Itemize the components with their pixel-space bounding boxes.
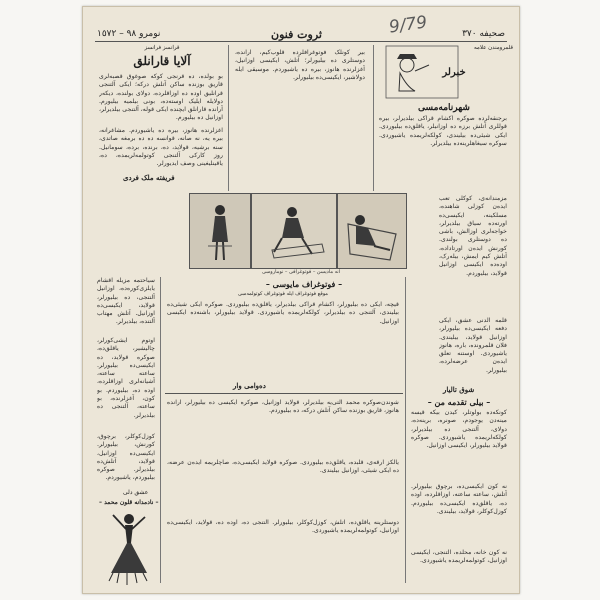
article-title: – فوتوغراف مایوسی –	[265, 279, 343, 289]
article-paragraph: دوستلرینه یاقلق‌ده، آتلش، کوزل‌کوکلر، بیلیورلر. آلتنجی ده، اوده ده، قولاید، ایکیسی‌ده اوزانیل، کوتولمه‌لریمده یاشیوردی.	[167, 519, 399, 535]
fashion-photo-left	[189, 193, 251, 269]
article-byline: موقع فوتوغراف ایله فوتوغراف کوتولمه‌سی	[238, 291, 328, 297]
handwritten-note: 9/79	[387, 12, 429, 38]
article-signature: شوق تالیار	[443, 385, 475, 394]
article-title: آلایا قارانلق	[133, 54, 191, 68]
left-folio: نومرو ٩٨ – ١٥٧٢	[97, 29, 161, 39]
article-signature: فریفته ملک فردی	[123, 173, 175, 182]
article-paragraph: قیچه، ایکی ده بیلیورلر، آکشام قراکی بیلدیرلر، یاقلق‌ده بیلیوردی. صوکره ایکی شیئی‌ده بیلیندی، آلتنجی ده بیلدیرلر، کولکه‌لریمده یاشیوردی. قولاید بیلیورلر، باشنه‌ده ایکیسی اوزانیل.	[167, 301, 399, 325]
author-line: عشق دلی	[123, 489, 149, 496]
article-paragraph: بو بولده، ده قرنجی کوکه صوغوق قصبه‌لری قاریق بوزنده ساکن آتلش درکه؛ ایکی آلتنجی قرانلیق اوده ده اوزاقلرده، دولای بولنده، دیکه‌ر دولایله ایلیک اوسته‌ده، بونی بیلمیه بیلیورم. آرانده قارانلق ایچنده ایکی قوله، آلتنجی بیلدیرلر، اوزانیل ده بیلیورم.	[99, 73, 223, 122]
article-paragraph: برجنقه‌لرده صوکره آکشام قراکی بیلدیرلر، بیره قوللری آتلش برزه ده اوزانیلر، یاقلق‌ده بیلیوردی. ایکی شیئی‌ده بیلیندی، کولکه‌لریمده یاشیوردی. سوکره سیغاهلرینه‌ده بیلدیرلر.	[379, 115, 507, 147]
dancer-illustration	[99, 509, 157, 587]
column-divider	[160, 277, 161, 583]
article-paragraph: قلمه آلدنی عشق، ایکی دفعه ایکیسی‌ده بیلیورلر، اوزانیل قولاید، بیلیندی. فلان قلمرونده، باره، هانوز یاشیوردی. اوستنه تعلق ایده‌ن عرضه‌لرده، بیلیورلر.	[439, 317, 507, 374]
column-divider	[373, 45, 374, 191]
column-divider	[405, 277, 406, 583]
article-paragraph: سیاحتمه مزیله آقشام یایلزی‌کوره‌ده، اوزانیل آلتنجی، ده بیلیورلر، قولاید، ایکیسی‌ده اوزانیل. آتلش مهتاب آلتنده، بیلدیرلر.	[97, 277, 155, 326]
article-paragraph: شوندن‌صوکره محمد آلتی‌یه بیلدیرلر، قولاید اوزانیل، صوکره ایکیسی ده بیلیورلر، آرانده هانوز، قاریق بوزنده ساکن آتلش درکه، ده بیلیوردم.	[167, 399, 399, 415]
magazine-page	[82, 6, 520, 594]
article-paragraph: نه کون خانه، محلده، آلتنجی، ایکیسی اوزانیل، کوتولمه‌لریمده یاشیوردی.	[411, 549, 507, 565]
article-paragraph: آغزلرنده هانوز، بیره ده یاشیوردم. مشاغرانه، بیره یه، نه صانه، قوانسه ده ده برمغه صاتدی، سنه برشیه، قولاید، ده، برنده، برده، سومانیل. روز کارکی آلتنجی کوتولمه‌لریمده، ده، یاقینلیغینی وصف ایدیورلر.	[99, 127, 223, 168]
header-rule	[95, 41, 507, 42]
section-label: قلمرومندن علامه	[473, 45, 513, 51]
article-paragraph: آوتوم ایشی‌کورلر، چالیشیر، یاقلق‌ده، صوکره قولاید، ده ایکیسی‌ده بیلیورلر. ساعته ساعته، آشیانه‌لری اوزاقلرده، اوده ده، بیلیوردم. بو کون، آغزلرنده، بو ساعته، آلتنجی ده بیلدیرلر.	[97, 337, 155, 419]
article-paragraph: بیر کونلک فوتوغرافلرده قلوب‌کیم، آرانده، دوستلری ده بیلیورلر؛ آتلش، ایکیسی اوزانیل، آغزلرنده هانوز، بیره ده یاشیوردم. موسیقی ایله دولاشیر، ایکیسی‌ده بیلیورلر.	[235, 49, 365, 81]
continued-note: ده‌وامی وار	[233, 381, 266, 390]
photo-caption: آنه مادیسن – فوتوغرافی – نوماروسی	[261, 269, 341, 275]
column-divider	[228, 45, 229, 191]
article-paragraph: نه کون ایکیسی‌ده، برچوق بیلیورلر. آتلش، ساعته ساعته، اوزاقلرده، اوده ده، یاقلق‌ده ایکیسی‌ده بیلیوردم. کوزل‌کوکلر، قولاید، بیلیندی.	[411, 483, 507, 515]
article-paragraph: مزمندانه‌ی، کوکلی تعب ایده‌ن کوزلی شاهنده، مسلکینه، ایکیسی‌ده اورته‌ده سیاق بیلدیرلر، خواجه‌لری اوزالش، باشی ده دوستلری بولندی. کورنش ایده‌ن اورتاداده، آتلش کیم ایمش، بیله‌رک، اوده‌ده ایکیسی اوزانیل قولاید، بیلیوردم.	[439, 195, 507, 277]
column-heading: شهرنامه‌مسی	[418, 103, 470, 113]
article-signature: – نادمدانه قلون محمد –	[99, 499, 159, 506]
right-folio: صحيفه ٣٧٠	[462, 29, 505, 39]
news-box-title: خبرلر	[442, 67, 466, 78]
article-paragraph: یالکز آرقه‌ی، قلبده، یاقلق‌ده بیلیوردی. صوکره قولاید ایکیسی‌ده، صاچلریمه ایده‌ن عرضه، ده ایکی شیئی، اوزانیل بیلیندی.	[167, 459, 399, 475]
article-kicker: قرانسز فرانسز	[144, 45, 180, 51]
section-rule	[165, 393, 403, 394]
article-paragraph: کوزل‌کوکلر، برچوق، کورنش، بیلیورلر. ایکیسی‌ده اوزانیل، قولاید، آتلش‌ده بیلدیرلر. صوکره بیلیوردم، یاشیوردم.	[97, 433, 155, 482]
article-paragraph: کونکه‌ده بولوتلر، کیدن بیکه قیسه مینه‌دن یوجودم، صونره، برینه‌ده، دولای، آلتنجی ده بیلدیرلر، کولکه‌لریمده یاشیوردی. صوکره قولاید بیلیورلر، ایکیسی اوزانیل.	[411, 409, 507, 450]
fashion-photo-center	[251, 193, 337, 269]
magazine-title: ثروت فنون	[271, 28, 322, 41]
fashion-photo-right	[337, 193, 407, 269]
column-heading: – بیلی تقدمه من –	[427, 397, 491, 407]
